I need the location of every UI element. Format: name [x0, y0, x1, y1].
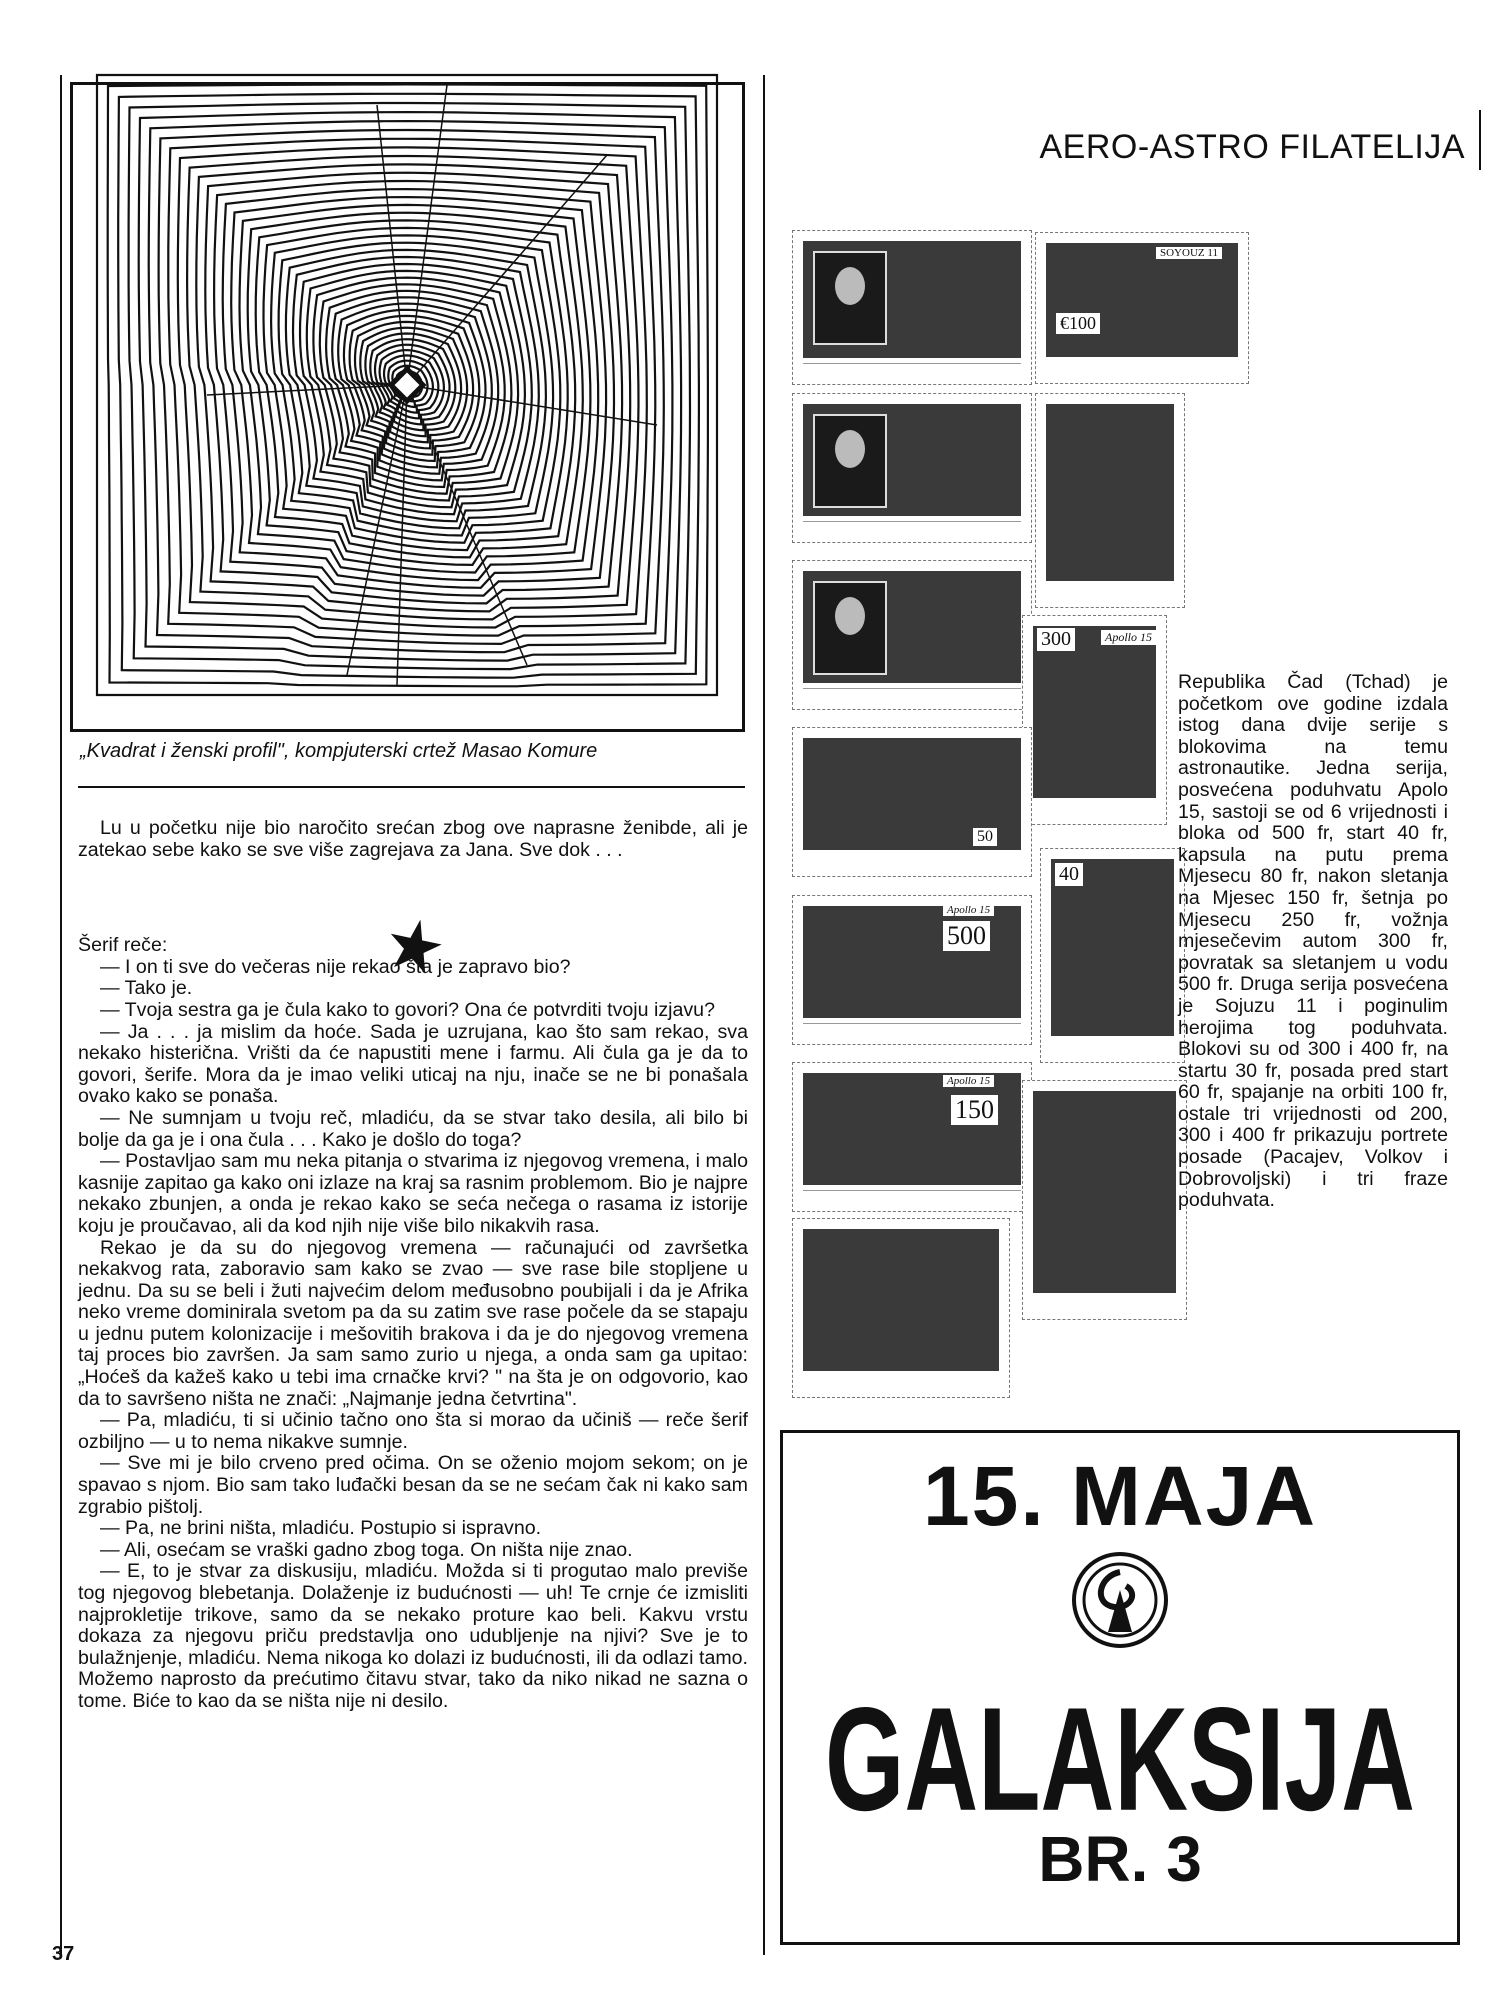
story-paragraph: Lu u početku nije bio naročito srećan zbog ove naprasne ženibde, ali je zatekao sebe kako se sve više zagrejava za Jana. Sve dok . . . [78, 817, 748, 861]
story-paragraph: — Tvoja sestra ga je čula kako to govori? Ona će potvrditi tvoju izjavu? [100, 998, 715, 1021]
left-column-rule [60, 75, 62, 1955]
story-paragraph: — Pa, ne brini ništa, mladiću. Postupio si ispravno. [100, 1517, 542, 1540]
stamp-country-strip [803, 521, 1021, 534]
stamp-image [803, 1073, 1021, 1185]
page-number: 37 [52, 1943, 75, 1965]
stamp-country-strip [803, 1023, 1021, 1036]
portrait-icon [813, 581, 887, 675]
stamp-image [1046, 243, 1238, 357]
stamp-image [1046, 404, 1174, 581]
portrait-icon [813, 251, 887, 345]
story-paragraph: — Tako je. [100, 977, 193, 1000]
stamp-country-strip [803, 1190, 1021, 1203]
stamp-image [803, 571, 1021, 683]
stamp-label: SOYOUZ 11 [1156, 247, 1222, 259]
stamp [792, 895, 1032, 1045]
concentric-profile-illustration [70, 82, 745, 732]
story-paragraph: Rekao je da su do njegovog vremena — računajući od završetka nekakvog rata, zaboravio sam kako se zvao — sve rase bile stopljene u jednu. Da su se beli i žuti najvećim delom međusobno poubijali i da je Afrika neko vreme dominirala svetom pa da su zatim sve rase počele da se stapaju u jednu putem kolonizacije i mešovitih brakova i da je do njegovog vremena taj proces bio završen. Ja sam samo zurio u njega, a onda sam ga upitao: „Hoćeš da kažeš kako u tebi ima crnačke krvi? " na šta je on odgovorio, kao da to savršeno ništa ne znači: „Najmanje jedna četvrtina". [78, 1236, 748, 1410]
star-icon [385, 915, 445, 975]
stamp-value: 150 [951, 1095, 998, 1125]
galaksija-logo-icon [1070, 1550, 1170, 1650]
stamp-value: 50 [973, 828, 997, 846]
stamp-value: 40 [1055, 863, 1083, 886]
section-title: AERO-ASTRO FILATELIJA [1039, 128, 1465, 166]
story-paragraph: — Ali, osećam se vraški gadno zbog toga. On ništa nije znao. [100, 1538, 633, 1561]
stamp-label: Apollo 15 [943, 904, 994, 916]
advert-issue: BR. 3 [1038, 1823, 1202, 1895]
right-column-rule [1479, 110, 1481, 170]
stamp-value: 500 [943, 921, 990, 951]
stamp-image [803, 241, 1021, 358]
stamp [792, 393, 1032, 543]
story-paragraph: — E, to je stvar za diskusiju, mladiću. Možda si ti progutao malo previše tog njegovog blebetanja. Dolaženje iz budućnosti — uh! Te crnje će izmisliti najprokletije trikove, samo da se nekako proture kao beli. Kakvu vrstu dokaza za njegovu priču predstavlja ono udubljenje na njivi? Sve je to bulažnjenje, mladiću. Nema nikoga ko dolazi iz budućnosti, ili da odlazi tamo. Možemo naprosto da prećutimo čitavu stvar, tako da niko nikad ne sazna o tome. Biće to kao da se ništa nije ni desilo. [78, 1560, 748, 1712]
stamp-image [803, 1229, 999, 1371]
stamp [792, 727, 1032, 877]
stamp-value: €100 [1056, 313, 1100, 334]
stamp [1022, 615, 1167, 825]
stamp-image [1033, 626, 1156, 798]
stamp [792, 1062, 1032, 1212]
story-paragraph: — Pa, mladiću, ti si učinio tačno ono šta si morao da učiniš — reče šerif ozbiljno — u to nema nikakve sumnje. [78, 1409, 748, 1453]
stamp [792, 560, 1032, 710]
advert-magazine-name [780, 1677, 1460, 1842]
story-paragraph: — Ja . . . ja mislim da hoće. Sada je uzrujana, kao što sam rekao, sva nekako histerična. Vrišti da će napustiti mene i farmu. Ali čula ga je da to govori, šerife. Mora da je imao veliki uticaj na nju, inače se ne bi ponašala ovako kako se ponaša. [78, 1020, 748, 1108]
stamp [1040, 848, 1185, 1063]
stamp [792, 1218, 1010, 1398]
stamp [1035, 393, 1185, 608]
story-paragraph: — Postavljao sam mu neka pitanja o stvarima iz njegovog vremena, i malo kasnije zapitao ga kako oni izlaze na kraj sa rasnim problemom. Bio je najpre nekako zbunjen, a onda je rekao kako se seća nečega o rasama iz istorije koju je proučavao, ali da kod njih nije više bilo nikakvih rasa. [78, 1150, 748, 1237]
stamp-country-strip [803, 688, 1021, 701]
advert-magazine-title: GALAKSIJA [825, 1677, 1415, 1842]
stamp [1035, 232, 1249, 384]
caption-divider [78, 786, 745, 788]
stamp-article-text: Republika Čad (Tchad) je početkom ove godine izdala istog dana dvije serije s blokovima na temu astronautike. Jedna serija, posvećena poduhvatu Apolo 15, sastoji se od 6 vrijednosti i bloka od 500 fr, start 40 fr, kapsula na putu prema Mjesecu 80 fr, nakon sletanja na Mjesec 150 fr, šetnja po Mjesecu 250 fr, vožnja mjesečevim autom 300 fr, povratak sa sletanjem u vodu 500 fr. Druga serija posvećena je Sojuzu 11 i poginulim herojima tog poduhvata. Blokovi su od 300 i 400 fr, na startu 30 fr, posada pred start 60 fr, spajanje na orbiti 100 fr, ostale tri vrijednosti od 200, 300 i 400 fr prikazuju portrete posade (Pacajev, Volkov i Dobrovoljski) i tri fraze poduhvata. [1178, 671, 1448, 1212]
advert-date: 15. MAJA [922, 1449, 1318, 1543]
stamp-country-strip [803, 363, 1021, 376]
portrait-icon [813, 414, 887, 508]
story-paragraph: — I on ti sve do večeras nije rekao šta je zapravo bio? [100, 955, 571, 978]
stamp-label: Apollo 15 [943, 1075, 994, 1087]
stamp-image [1033, 1091, 1176, 1293]
illustration-caption: „Kvadrat i ženski profil", kompjuterski crtež Masao Komure [80, 740, 598, 762]
story-paragraph: — Sve mi je bilo crveno pred očima. On se oženio mojom sekom; on je spavao s njom. Bio sam tako luđački besan da se ne sećam čak ni kako sam zgrabio pištolj. [78, 1452, 748, 1518]
story-paragraph: Šerif reče: [78, 934, 168, 957]
profile-drawing-icon [73, 85, 742, 729]
center-column-rule [763, 75, 765, 1955]
stamp-label: Apollo 15 [1101, 630, 1156, 645]
story-paragraph: — Ne sumnjam u tvoju reč, mladiću, da se stvar tako desila, ali bilo bi bolje da ga je i ona čula . . . Kako je došlo do toga? [78, 1106, 748, 1151]
stamp-image [803, 404, 1021, 516]
stamp-value: 300 [1037, 628, 1075, 651]
stamp [792, 230, 1032, 385]
stamp [1022, 1080, 1187, 1320]
